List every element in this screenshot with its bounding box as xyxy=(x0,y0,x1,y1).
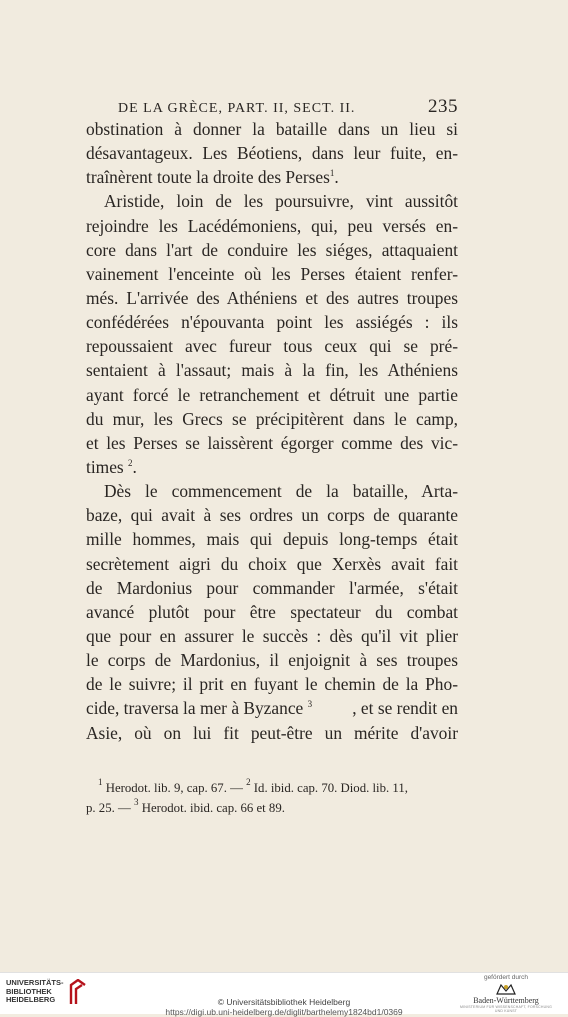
text-line: times $^2$. xyxy=(86,456,137,477)
text-line: de Mardonius pour commander l'armée, s'était xyxy=(86,577,458,598)
footnote-line: $^1$ Herodot. lib. 9, cap. 67. — $^2$ Id. ibid. cap. 70. Diod. lib. 11, xyxy=(98,777,408,795)
footnote-ref: 3 xyxy=(307,699,313,710)
running-title: DE LA GRÈCE, PART. II, SECT. II. xyxy=(118,101,356,116)
text-line: Dès le commencement de la bataille, Arta- xyxy=(104,481,458,502)
text-line: Asie, où on lui fit peut-être un mérite d'avoir xyxy=(86,722,458,743)
running-head xyxy=(118,96,458,118)
text-line: de le suivre; il prit en fuyant le chemin de la Pho- xyxy=(86,674,458,695)
footnote-ref: 2 xyxy=(128,457,133,468)
footnote-line: p. 25. — $^3$ Herodot. ibid. cap. 66 et 89. xyxy=(86,797,285,815)
crest-icon xyxy=(495,982,517,996)
text-line: obstination à donner la bataille dans un lieu si xyxy=(86,119,458,139)
sponsor-logo[interactable]: gefördert durch Baden-Württemberg MINISTERIUM FÜR WISSENSCHAFT, FORSCHUNG UND KUNST xyxy=(460,974,552,1013)
text-line: avancé plutôt pour être spectateur du combat xyxy=(86,601,458,622)
text-line: du mur, les Grecs se précipitèrent dans le camp, xyxy=(86,408,458,429)
text-line: vainement l'enceinte où les Perses étaient renfer- xyxy=(86,263,458,284)
text-line: secrètement aigri du choix que Xerxès avait fait xyxy=(86,553,458,574)
text-line: que pour en assurer le succès : dès qu'il vit plier xyxy=(86,625,458,646)
text-line: désavantageux. Les Béotiens, dans leur fuite, en- xyxy=(86,143,458,164)
copyright-text: © Universitätsbibliothek Heidelberg xyxy=(217,997,351,1007)
body-text xyxy=(86,117,458,745)
text-line: ayant forcé le retranchement et détruit une partie xyxy=(86,384,458,405)
text-line: sentaient à l'assaut; mais à la fin, les Athéniens xyxy=(86,360,458,381)
viewer-footer xyxy=(0,972,568,1017)
footnotes xyxy=(86,778,458,818)
text-line: rejoindre les Lacédémoniens, qui, peu versés en- xyxy=(86,215,458,236)
text-line: cide, traversa la mer à Byzance $^3$ , et se rendit en xyxy=(86,698,458,719)
page-number: 235 xyxy=(428,96,458,117)
text-line: baze, qui avait à ses ordres un corps de quarante xyxy=(86,505,458,526)
footnote-ref: 1 xyxy=(329,168,335,179)
text-line: repoussaient avec fureur tous ceux qui se pré- xyxy=(86,336,458,357)
text-line: confédérées n'épouvanta point les assiégés : ils xyxy=(86,312,458,333)
text-line: més. L'arrivée des Athéniens et des autres troupes xyxy=(86,287,458,308)
permalink[interactable]: https://digi.ub.uni-heidelberg.de/diglit/barthelemy1824bd1/0369 xyxy=(165,1007,403,1017)
text-line: traînèrent toute la droite des Perses$^1$. xyxy=(86,167,339,188)
library-logo[interactable]: UNIVERSITÄTS- BIBLIOTHEK HEIDELBERG xyxy=(6,979,88,1005)
text-line: le corps de Mardonius, il enjoignit à ses troupes xyxy=(86,650,458,671)
text-line: et les Perses se laissèrent égorger comme des vic- xyxy=(86,432,458,453)
text-line: mille hommes, mais qui depuis long-temps était xyxy=(86,529,458,550)
text-line: Aristide, loin de les poursuivre, vint aussitôt xyxy=(104,191,458,212)
text-line: core dans l'art de conduire les siéges, attaquaient xyxy=(86,239,458,260)
